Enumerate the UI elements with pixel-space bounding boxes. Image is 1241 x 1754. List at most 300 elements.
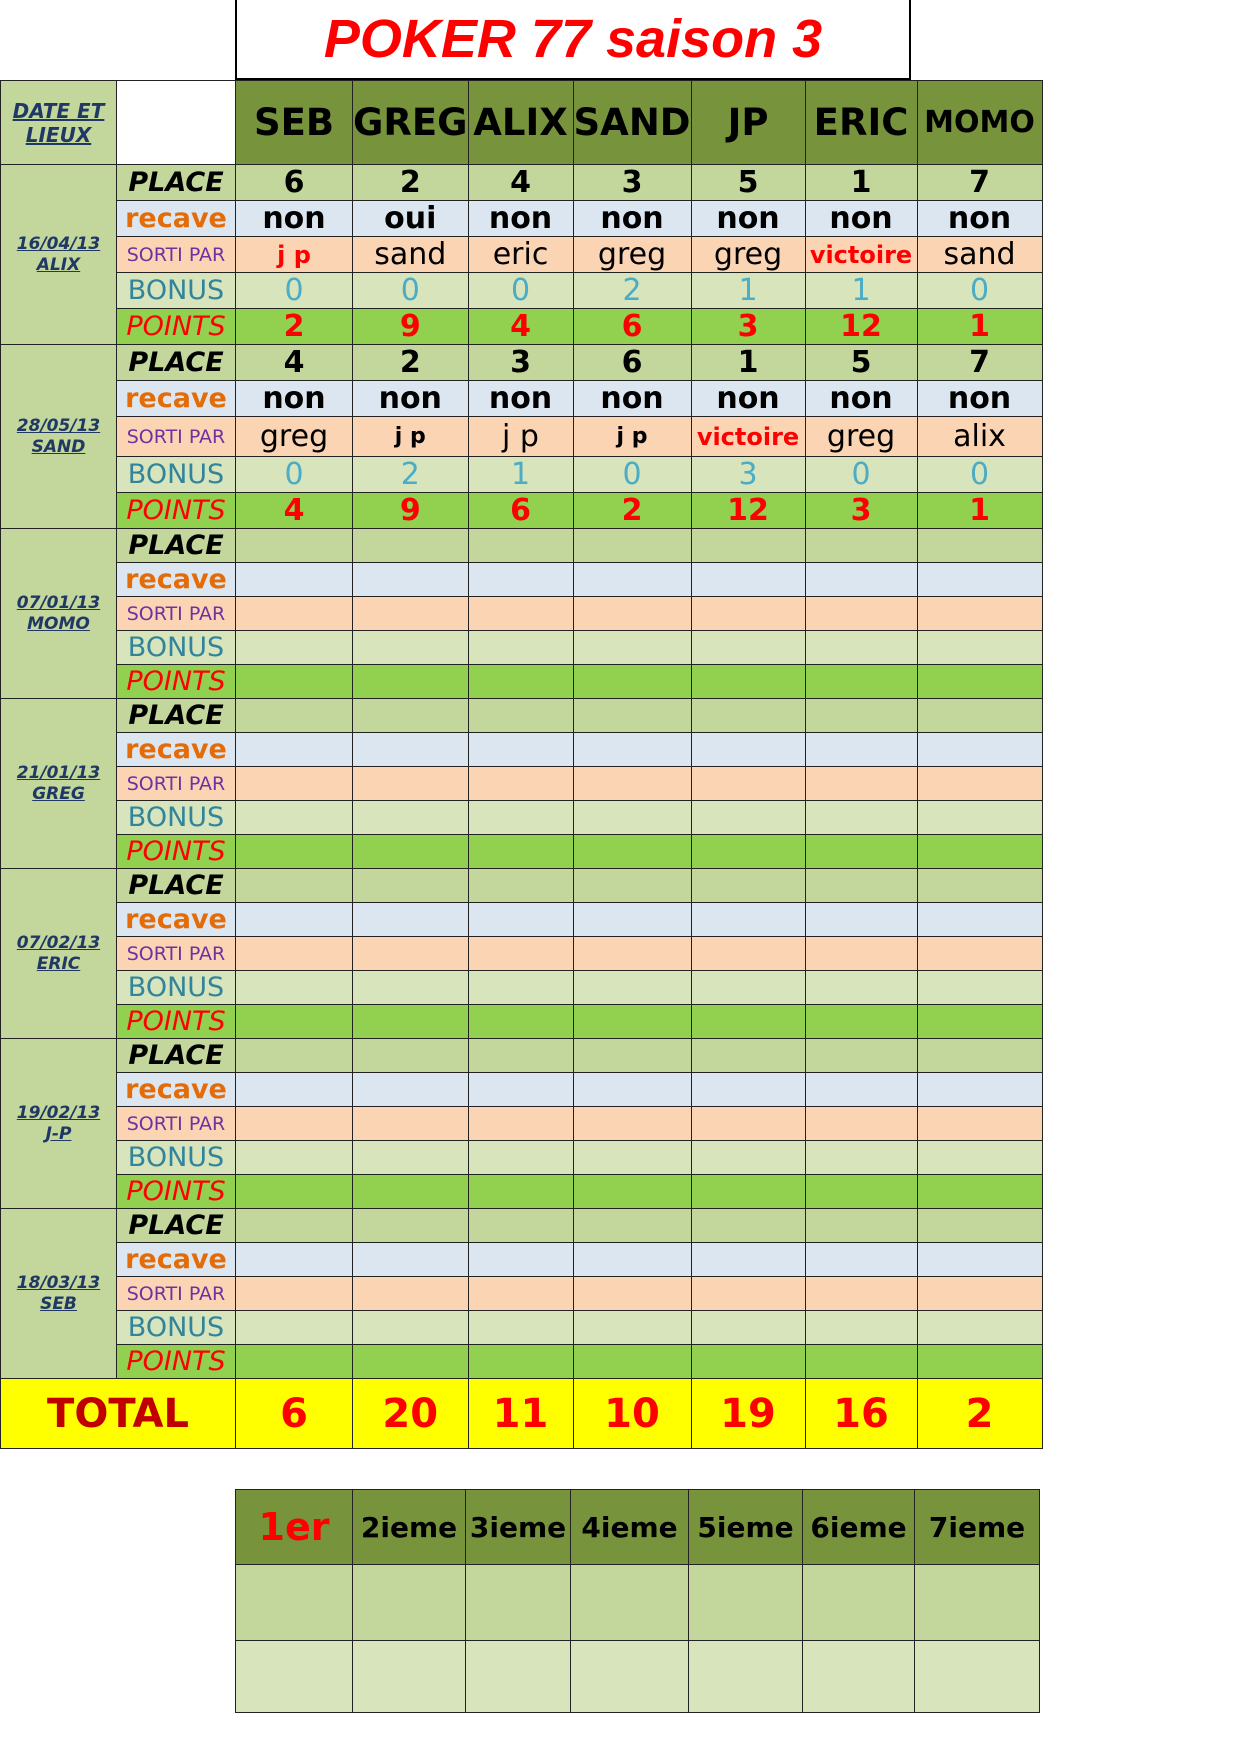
score-cell-points[interactable]: 9 — [353, 309, 469, 345]
score-cell-sorti[interactable]: greg — [805, 417, 917, 457]
score-cell-bonus[interactable]: 3 — [691, 457, 805, 493]
score-cell-points[interactable] — [573, 1005, 691, 1039]
score-cell-place[interactable]: 5 — [691, 165, 805, 201]
score-cell-points[interactable] — [468, 1175, 573, 1209]
session-lieu: SEB — [40, 1293, 77, 1314]
score-cell-sorti[interactable]: j p — [468, 417, 573, 457]
score-cell-place[interactable] — [805, 699, 917, 733]
score-cell-place[interactable] — [917, 869, 1042, 903]
score-cell-points[interactable] — [468, 1005, 573, 1039]
score-cell-place[interactable] — [353, 1039, 469, 1073]
rank-cell[interactable] — [915, 1565, 1040, 1641]
score-cell-sorti[interactable]: victoire — [805, 237, 917, 273]
score-cell-sorti[interactable] — [917, 1107, 1042, 1141]
score-cell-bonus[interactable]: 0 — [236, 273, 353, 309]
score-cell-recave[interactable] — [353, 903, 469, 937]
score-cell-sorti[interactable] — [691, 767, 805, 801]
score-cell-bonus[interactable]: 0 — [468, 273, 573, 309]
score-cell-recave[interactable] — [573, 563, 691, 597]
rank-cell[interactable] — [353, 1565, 466, 1641]
score-cell-sorti[interactable]: j p — [573, 417, 691, 457]
score-cell-points[interactable] — [917, 1005, 1042, 1039]
score-cell-sorti[interactable] — [691, 937, 805, 971]
session-row-recave — [1, 563, 1043, 597]
rank-cell[interactable] — [689, 1565, 803, 1641]
rank-cell[interactable] — [466, 1565, 571, 1641]
score-cell-points[interactable] — [573, 1175, 691, 1209]
score-cell-recave[interactable] — [573, 733, 691, 767]
score-cell-recave[interactable] — [917, 1243, 1042, 1277]
score-cell-sorti[interactable] — [353, 597, 469, 631]
score-cell-points[interactable]: 6 — [468, 493, 573, 529]
score-cell-place[interactable]: 1 — [805, 165, 917, 201]
score-cell-points[interactable] — [573, 665, 691, 699]
score-cell-place[interactable]: 6 — [236, 165, 353, 201]
score-cell-points[interactable]: 3 — [691, 309, 805, 345]
score-cell-bonus[interactable] — [353, 1311, 469, 1345]
score-cell-place[interactable] — [573, 869, 691, 903]
score-cell-points[interactable]: 1 — [917, 309, 1042, 345]
rank-cell[interactable] — [803, 1641, 915, 1713]
score-cell-sorti[interactable] — [573, 1277, 691, 1311]
total-value: 19 — [691, 1379, 805, 1449]
score-cell-bonus[interactable] — [468, 631, 573, 665]
score-cell-bonus[interactable]: 2 — [353, 457, 469, 493]
score-cell-recave[interactable]: non — [691, 201, 805, 237]
score-cell-points[interactable]: 9 — [353, 493, 469, 529]
row-label-points: POINTS — [117, 309, 236, 345]
score-cell-points[interactable] — [353, 665, 469, 699]
score-cell-bonus[interactable] — [573, 801, 691, 835]
score-cell-points[interactable] — [691, 835, 805, 869]
row-label-bonus: BONUS — [117, 631, 236, 665]
score-cell-points[interactable] — [236, 665, 353, 699]
score-cell-sorti[interactable] — [468, 937, 573, 971]
score-cell-place[interactable]: 3 — [468, 345, 573, 381]
score-cell-points[interactable] — [805, 665, 917, 699]
score-cell-bonus[interactable]: 0 — [805, 457, 917, 493]
score-cell-recave[interactable] — [468, 563, 573, 597]
session-lieu: J-P — [45, 1123, 72, 1144]
score-cell-sorti[interactable] — [917, 1277, 1042, 1311]
score-cell-place[interactable] — [573, 699, 691, 733]
score-cell-points[interactable] — [805, 1175, 917, 1209]
score-cell-recave[interactable] — [691, 1073, 805, 1107]
score-cell-sorti[interactable] — [573, 937, 691, 971]
score-cell-place[interactable] — [917, 1039, 1042, 1073]
score-cell-points[interactable] — [691, 1005, 805, 1039]
score-cell-points[interactable] — [917, 1175, 1042, 1209]
score-cell-place[interactable] — [353, 699, 469, 733]
score-cell-sorti[interactable] — [236, 767, 353, 801]
score-cell-points[interactable] — [353, 835, 469, 869]
score-cell-sorti[interactable] — [573, 1107, 691, 1141]
score-cell-recave[interactable] — [236, 903, 353, 937]
score-cell-bonus[interactable] — [805, 801, 917, 835]
score-cell-bonus[interactable] — [805, 631, 917, 665]
ranking-table — [235, 1489, 1040, 1713]
score-cell-recave[interactable] — [573, 903, 691, 937]
score-cell-bonus[interactable] — [917, 971, 1042, 1005]
score-cell-sorti[interactable] — [236, 937, 353, 971]
score-cell-points[interactable]: 12 — [805, 309, 917, 345]
score-cell-place[interactable] — [468, 1039, 573, 1073]
score-cell-sorti[interactable]: j p — [236, 237, 353, 273]
score-cell-bonus[interactable] — [573, 631, 691, 665]
row-label-place: PLACE — [117, 165, 236, 201]
row-label-recave: recave — [117, 903, 236, 937]
session-row-sorti — [1, 767, 1043, 801]
score-cell-bonus[interactable] — [353, 971, 469, 1005]
score-cell-points[interactable]: 4 — [236, 493, 353, 529]
player-header-greg: GREG — [353, 81, 469, 165]
score-cell-place[interactable] — [236, 529, 353, 563]
score-cell-place[interactable]: 1 — [691, 345, 805, 381]
score-cell-recave[interactable] — [805, 1073, 917, 1107]
score-cell-place[interactable] — [353, 1209, 469, 1243]
row-label-place: PLACE — [117, 1039, 236, 1073]
score-cell-recave[interactable]: oui — [353, 201, 469, 237]
rank-cell[interactable] — [571, 1565, 689, 1641]
score-cell-points[interactable] — [353, 1345, 469, 1379]
score-cell-place[interactable] — [236, 699, 353, 733]
score-cell-bonus[interactable] — [917, 1141, 1042, 1175]
player-header-seb: SEB — [236, 81, 353, 165]
score-cell-recave[interactable] — [353, 733, 469, 767]
score-cell-bonus[interactable] — [917, 801, 1042, 835]
score-cell-place[interactable] — [805, 869, 917, 903]
score-cell-sorti[interactable] — [805, 597, 917, 631]
score-cell-recave[interactable] — [805, 1243, 917, 1277]
score-cell-recave[interactable]: non — [805, 201, 917, 237]
score-cell-bonus[interactable] — [691, 1311, 805, 1345]
score-cell-recave[interactable] — [917, 903, 1042, 937]
score-cell-recave[interactable] — [468, 733, 573, 767]
score-cell-place[interactable]: 2 — [353, 345, 469, 381]
rank-cell[interactable] — [466, 1641, 571, 1713]
score-cell-sorti[interactable] — [573, 767, 691, 801]
player-header-alix: ALIX — [468, 81, 573, 165]
score-cell-sorti[interactable] — [353, 1107, 469, 1141]
score-cell-points[interactable] — [468, 665, 573, 699]
score-cell-recave[interactable] — [236, 563, 353, 597]
session-row-bonus — [1, 457, 1043, 493]
score-cell-place[interactable] — [805, 1039, 917, 1073]
score-cell-recave[interactable] — [468, 1073, 573, 1107]
row-label-bonus: BONUS — [117, 1311, 236, 1345]
score-cell-sorti[interactable] — [353, 937, 469, 971]
score-cell-points[interactable] — [917, 1345, 1042, 1379]
score-cell-recave[interactable] — [353, 563, 469, 597]
score-cell-recave[interactable]: non — [805, 381, 917, 417]
score-cell-sorti[interactable] — [353, 1277, 469, 1311]
score-cell-points[interactable] — [917, 665, 1042, 699]
score-cell-place[interactable] — [917, 699, 1042, 733]
score-cell-points[interactable] — [353, 1005, 469, 1039]
score-cell-points[interactable] — [691, 665, 805, 699]
score-cell-place[interactable]: 5 — [805, 345, 917, 381]
score-cell-place[interactable] — [917, 1209, 1042, 1243]
score-cell-bonus[interactable] — [353, 631, 469, 665]
score-cell-recave[interactable]: non — [917, 381, 1042, 417]
score-cell-sorti[interactable] — [236, 1107, 353, 1141]
score-cell-place[interactable] — [236, 869, 353, 903]
score-cell-bonus[interactable]: 0 — [917, 273, 1042, 309]
score-cell-sorti[interactable]: sand — [917, 237, 1042, 273]
score-cell-recave[interactable] — [917, 733, 1042, 767]
score-cell-bonus[interactable] — [236, 631, 353, 665]
score-cell-points[interactable] — [236, 1345, 353, 1379]
total-value: 20 — [353, 1379, 469, 1449]
score-cell-recave[interactable] — [353, 1243, 469, 1277]
rank-cell[interactable] — [236, 1565, 353, 1641]
score-cell-sorti[interactable]: sand — [353, 237, 469, 273]
score-cell-points[interactable]: 2 — [573, 493, 691, 529]
score-cell-place[interactable] — [573, 529, 691, 563]
score-cell-sorti[interactable] — [468, 1277, 573, 1311]
score-cell-points[interactable] — [691, 1175, 805, 1209]
score-cell-recave[interactable]: non — [468, 201, 573, 237]
score-cell-bonus[interactable] — [917, 631, 1042, 665]
score-cell-points[interactable]: 4 — [468, 309, 573, 345]
score-cell-bonus[interactable] — [236, 1141, 353, 1175]
row-label-points: POINTS — [117, 835, 236, 869]
score-cell-recave[interactable] — [236, 1073, 353, 1107]
rank-header: 5ieme — [689, 1490, 803, 1565]
score-cell-sorti[interactable] — [917, 597, 1042, 631]
score-cell-points[interactable]: 1 — [917, 493, 1042, 529]
score-cell-recave[interactable] — [691, 733, 805, 767]
score-cell-sorti[interactable] — [917, 937, 1042, 971]
score-cell-points[interactable]: 3 — [805, 493, 917, 529]
player-header-momo: MOMO — [917, 81, 1042, 165]
session-row-points — [1, 309, 1043, 345]
score-cell-recave[interactable] — [236, 1243, 353, 1277]
score-cell-sorti[interactable]: eric — [468, 237, 573, 273]
score-cell-bonus[interactable] — [691, 801, 805, 835]
score-cell-bonus[interactable] — [468, 1311, 573, 1345]
score-cell-place[interactable]: 4 — [236, 345, 353, 381]
score-cell-recave[interactable]: non — [353, 381, 469, 417]
score-cell-bonus[interactable] — [353, 801, 469, 835]
score-cell-recave[interactable]: non — [573, 381, 691, 417]
score-cell-place[interactable] — [805, 529, 917, 563]
score-cell-bonus[interactable]: 0 — [917, 457, 1042, 493]
score-cell-place[interactable] — [691, 529, 805, 563]
score-cell-recave[interactable] — [468, 903, 573, 937]
score-cell-bonus[interactable]: 1 — [805, 273, 917, 309]
score-cell-recave[interactable] — [691, 563, 805, 597]
score-cell-place[interactable] — [468, 1209, 573, 1243]
score-cell-place[interactable] — [468, 529, 573, 563]
score-cell-points[interactable]: 2 — [236, 309, 353, 345]
score-cell-bonus[interactable] — [691, 1141, 805, 1175]
score-cell-recave[interactable]: non — [573, 201, 691, 237]
ranking-row — [236, 1641, 1040, 1713]
score-cell-points[interactable] — [805, 1345, 917, 1379]
score-cell-bonus[interactable] — [573, 971, 691, 1005]
rank-cell[interactable] — [689, 1641, 803, 1713]
score-cell-sorti[interactable]: greg — [573, 237, 691, 273]
rank-cell[interactable] — [571, 1641, 689, 1713]
score-cell-bonus[interactable] — [468, 801, 573, 835]
score-cell-points[interactable] — [468, 1345, 573, 1379]
score-cell-bonus[interactable] — [573, 1311, 691, 1345]
total-value: 10 — [573, 1379, 691, 1449]
score-cell-sorti[interactable] — [468, 767, 573, 801]
session-date: 21/01/13 — [16, 762, 101, 783]
score-cell-sorti[interactable]: greg — [691, 237, 805, 273]
score-cell-place[interactable] — [236, 1039, 353, 1073]
score-cell-place[interactable] — [353, 529, 469, 563]
session-row-bonus — [1, 273, 1043, 309]
score-cell-recave[interactable] — [468, 1243, 573, 1277]
session-row-sorti — [1, 417, 1043, 457]
score-cell-points[interactable]: 12 — [691, 493, 805, 529]
score-cell-recave[interactable] — [573, 1073, 691, 1107]
score-cell-bonus[interactable] — [573, 1141, 691, 1175]
score-cell-bonus[interactable] — [353, 1141, 469, 1175]
score-cell-points[interactable] — [805, 1005, 917, 1039]
score-cell-bonus[interactable] — [691, 631, 805, 665]
score-cell-sorti[interactable] — [805, 1277, 917, 1311]
score-cell-place[interactable] — [468, 869, 573, 903]
score-cell-points[interactable] — [691, 1345, 805, 1379]
session-lieu: ERIC — [36, 953, 81, 974]
score-cell-bonus[interactable] — [468, 971, 573, 1005]
score-cell-place[interactable] — [573, 1039, 691, 1073]
score-cell-recave[interactable]: non — [691, 381, 805, 417]
score-cell-points[interactable] — [236, 1005, 353, 1039]
score-cell-recave[interactable] — [805, 563, 917, 597]
score-cell-points[interactable] — [468, 835, 573, 869]
score-cell-bonus[interactable] — [805, 971, 917, 1005]
session-row-sorti — [1, 1107, 1043, 1141]
score-cell-sorti[interactable] — [805, 1107, 917, 1141]
score-cell-place[interactable] — [917, 529, 1042, 563]
score-cell-sorti[interactable] — [691, 1107, 805, 1141]
total-row — [1, 1379, 1043, 1449]
score-cell-sorti[interactable]: greg — [236, 417, 353, 457]
score-cell-sorti[interactable]: j p — [353, 417, 469, 457]
score-cell-bonus[interactable] — [236, 801, 353, 835]
score-cell-points[interactable] — [353, 1175, 469, 1209]
score-cell-points[interactable] — [236, 1175, 353, 1209]
score-cell-recave[interactable] — [236, 733, 353, 767]
score-cell-bonus[interactable]: 1 — [691, 273, 805, 309]
row-label-sorti: SORTI PAR — [117, 417, 236, 457]
session-date: 07/02/13 — [16, 932, 101, 953]
score-cell-place[interactable] — [468, 699, 573, 733]
score-cell-place[interactable] — [691, 699, 805, 733]
score-cell-place[interactable] — [691, 869, 805, 903]
score-cell-recave[interactable] — [917, 563, 1042, 597]
score-cell-place[interactable]: 7 — [917, 165, 1042, 201]
score-cell-bonus[interactable] — [805, 1311, 917, 1345]
score-cell-points[interactable] — [805, 835, 917, 869]
score-cell-bonus[interactable] — [917, 1311, 1042, 1345]
header-row — [1, 81, 1043, 165]
score-cell-recave[interactable] — [917, 1073, 1042, 1107]
score-cell-bonus[interactable]: 1 — [468, 457, 573, 493]
score-cell-recave[interactable] — [691, 903, 805, 937]
score-cell-recave[interactable] — [573, 1243, 691, 1277]
score-cell-sorti[interactable] — [805, 767, 917, 801]
score-cell-sorti[interactable] — [236, 597, 353, 631]
score-cell-sorti[interactable] — [691, 1277, 805, 1311]
score-cell-place[interactable] — [691, 1209, 805, 1243]
score-cell-recave[interactable]: non — [917, 201, 1042, 237]
score-cell-place[interactable]: 4 — [468, 165, 573, 201]
score-cell-place[interactable]: 3 — [573, 165, 691, 201]
score-cell-place[interactable]: 7 — [917, 345, 1042, 381]
score-cell-bonus[interactable]: 0 — [353, 273, 469, 309]
score-cell-sorti[interactable] — [468, 597, 573, 631]
row-label-recave: recave — [117, 201, 236, 237]
score-cell-bonus[interactable] — [691, 971, 805, 1005]
score-cell-place[interactable] — [573, 1209, 691, 1243]
score-cell-recave[interactable] — [691, 1243, 805, 1277]
session-row-points — [1, 835, 1043, 869]
score-cell-bonus[interactable] — [805, 1141, 917, 1175]
score-cell-place[interactable] — [691, 1039, 805, 1073]
session-row-points — [1, 493, 1043, 529]
player-header-jp: JP — [691, 81, 805, 165]
score-cell-sorti[interactable] — [805, 937, 917, 971]
score-cell-points[interactable] — [236, 835, 353, 869]
score-cell-place[interactable] — [805, 1209, 917, 1243]
score-cell-sorti[interactable] — [468, 1107, 573, 1141]
score-cell-sorti[interactable] — [353, 767, 469, 801]
score-cell-recave[interactable] — [353, 1073, 469, 1107]
score-cell-sorti[interactable]: victoire — [691, 417, 805, 457]
score-cell-points[interactable]: 6 — [573, 309, 691, 345]
score-cell-place[interactable]: 6 — [573, 345, 691, 381]
score-cell-recave[interactable] — [805, 733, 917, 767]
rank-cell[interactable] — [353, 1641, 466, 1713]
score-cell-points[interactable] — [573, 1345, 691, 1379]
score-cell-bonus[interactable]: 0 — [236, 457, 353, 493]
score-cell-bonus[interactable]: 0 — [573, 457, 691, 493]
row-label-bonus: BONUS — [117, 1141, 236, 1175]
score-cell-place[interactable]: 2 — [353, 165, 469, 201]
score-cell-points[interactable] — [917, 835, 1042, 869]
score-cell-bonus[interactable] — [468, 1141, 573, 1175]
rank-cell[interactable] — [803, 1565, 915, 1641]
score-cell-points[interactable] — [573, 835, 691, 869]
score-cell-recave[interactable]: non — [468, 381, 573, 417]
rank-cell[interactable] — [236, 1641, 353, 1713]
score-cell-recave[interactable] — [805, 903, 917, 937]
score-cell-sorti[interactable] — [573, 597, 691, 631]
session-date: 18/03/13 — [16, 1272, 101, 1293]
rank-cell[interactable] — [915, 1641, 1040, 1713]
score-cell-sorti[interactable]: alix — [917, 417, 1042, 457]
score-cell-bonus[interactable]: 2 — [573, 273, 691, 309]
score-cell-sorti[interactable] — [236, 1277, 353, 1311]
score-cell-bonus[interactable] — [236, 971, 353, 1005]
session-date-cell — [1, 1209, 117, 1379]
score-cell-sorti[interactable] — [691, 597, 805, 631]
score-cell-place[interactable] — [353, 869, 469, 903]
score-cell-sorti[interactable] — [917, 767, 1042, 801]
score-cell-bonus[interactable] — [236, 1311, 353, 1345]
session-lieu: SAND — [31, 436, 86, 457]
score-cell-recave[interactable]: non — [236, 201, 353, 237]
score-cell-recave[interactable]: non — [236, 381, 353, 417]
score-cell-place[interactable] — [236, 1209, 353, 1243]
row-label-recave: recave — [117, 563, 236, 597]
